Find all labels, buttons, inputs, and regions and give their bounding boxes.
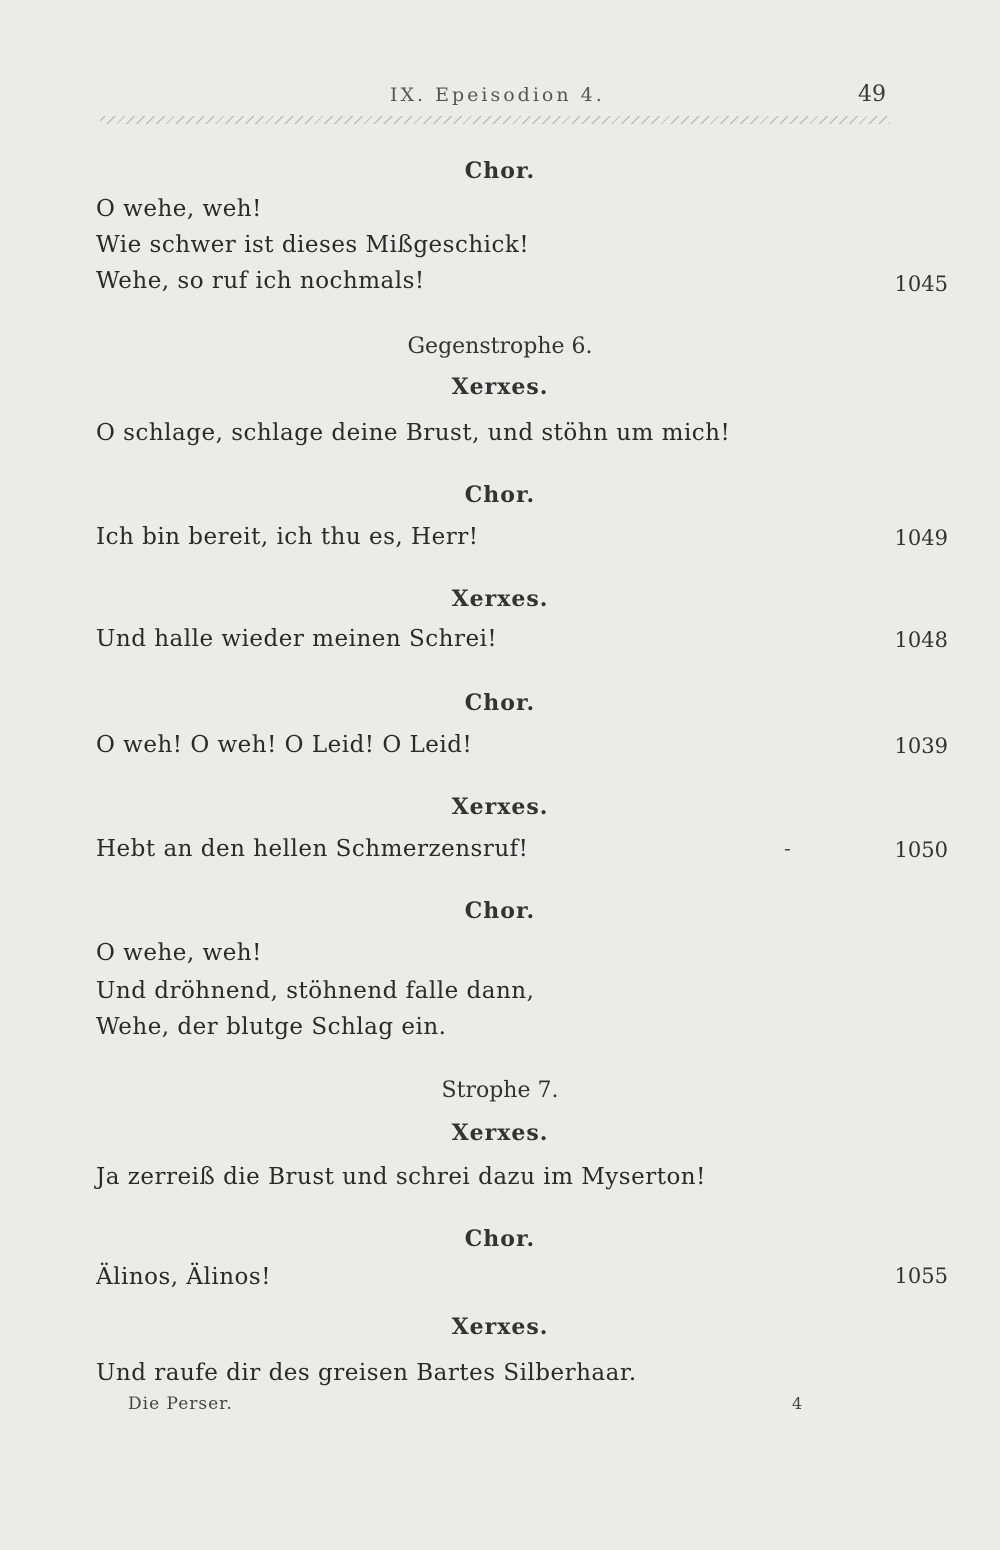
speaker-label: Xerxes. [451, 374, 549, 400]
speaker-label: Xerxes. [451, 794, 549, 820]
running-title: IX. Epeisodion 4. [390, 84, 605, 106]
verse-line: O wehe, weh! [96, 940, 262, 966]
line-number: 1049 [894, 526, 948, 550]
speaker-label: Chor. [464, 898, 536, 924]
verse-line: Hebt an den hellen Schmerzensruf! [96, 836, 529, 862]
dash-mark: - [784, 836, 791, 860]
speaker-label: Chor. [464, 482, 536, 508]
page-number: 49 [858, 82, 886, 107]
speaker-label: Chor. [464, 690, 536, 716]
line-number: 1045 [894, 272, 948, 296]
line-number: 1055 [894, 1264, 948, 1288]
section-heading: Strophe 7. [441, 1078, 559, 1103]
speaker-label: Chor. [464, 158, 536, 184]
verse-line: Und raufe dir des greisen Bartes Silberhaar. [96, 1360, 637, 1386]
line-number: 1048 [894, 628, 948, 652]
verse-line: O weh! O weh! O Leid! O Leid! [96, 732, 473, 758]
speaker-label: Xerxes. [451, 1314, 549, 1340]
line-number: 1050 [894, 838, 948, 862]
speaker-label: Chor. [464, 1226, 536, 1252]
section-heading: Gegenstrophe 6. [407, 334, 593, 359]
speaker-label: Xerxes. [451, 1120, 549, 1146]
verse-line: Ich bin bereit, ich thu es, Herr! [96, 524, 479, 550]
verse-line: Wehe, so ruf ich nochmals! [96, 268, 425, 294]
speaker-label: Xerxes. [451, 586, 549, 612]
verse-line: Älinos, Älinos! [96, 1264, 271, 1290]
line-number: 1039 [894, 734, 948, 758]
verse-line: Wehe, der blutge Schlag ein. [96, 1014, 447, 1040]
wavy-rule [100, 116, 890, 124]
verse-line: Ja zerreiß die Brust und schrei dazu im Myserton! [96, 1164, 706, 1190]
verse-line: Wie schwer ist dieses Mißgeschick! [96, 232, 530, 258]
verse-line: O wehe, weh! [96, 196, 262, 222]
running-head [0, 84, 1000, 114]
verse-line: O schlage, schlage deine Brust, und stöhn um mich! [96, 420, 731, 446]
signature-mark: 4 [792, 1394, 803, 1413]
verse-line: Und halle wieder meinen Schrei! [96, 626, 498, 652]
verse-line: Und dröhnend, stöhnend falle dann, [96, 978, 535, 1004]
footer-book-title: Die Perser. [128, 1394, 233, 1414]
